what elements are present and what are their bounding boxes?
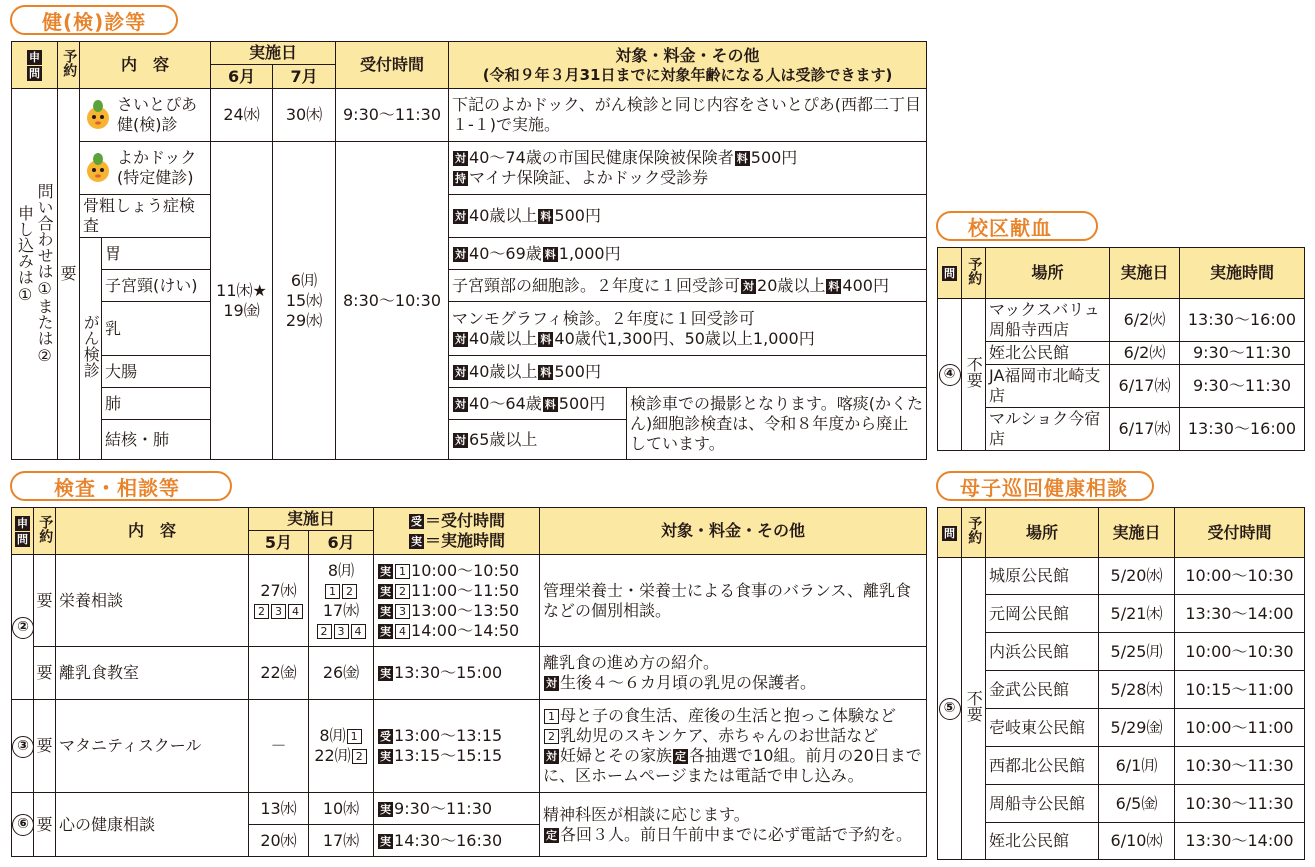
header-target: 対象・料金・その他 (540, 508, 927, 555)
session-boxes (312, 621, 370, 641)
header-content: 内 容 (80, 42, 211, 89)
session-number-box: 2 (342, 584, 357, 599)
session-number-box: 3 (271, 604, 286, 619)
target-icon: 対 (455, 247, 467, 261)
header-june: 6月 (211, 65, 273, 89)
common-july-cell: 6㈪ 15㈬ 29㈬ (273, 142, 336, 460)
contact-number: ③ (12, 736, 34, 758)
inquiry-cell: 申し込みは① 問い合わせは①または② (12, 89, 58, 460)
session-boxes (252, 601, 305, 621)
session-number-box: 2 (317, 624, 332, 639)
header-date: 実施日 (211, 42, 336, 65)
kenshin-table: 申 問 予約 内 容 実施日 受付時間 対象・料金・その他 (令和９年３月31日までに対象年齢になる人は受診できます) 6月 7月 申し込みは① 問い合わせは①または② 要 さいとぴあ 健(検)診 24㈬ 30㈭ 9:30～11:30 下記のよかドック、がん検診と同じ内容をさいとぴあ(西都二丁目１-１)で実施。 よかドック (特定健診) 11㈭★ 19㈮ 6㈪ 15㈬ 29㈬ 8:30～10:30 対 40～74歳の市国民健康保険被保険者 料 500円 持 マイナ保険証、よかドック受診券 骨粗しょう症検査 対 40歳以上 料 500円 がん検診 胃 対 40～69歳 料 1,000円 子宮頸(けい) 子宮頸部の細胞診。２年度に１回受診可 対 20歳以上 料 400円 乳 マンモグラフィ検診。２年度に１回受診可 対 40歳以上 料 40歳代1,300円、50歳以上1,000円 大腸 対 40歳以上 料 500円 肺 対 40～64歳 料 500円 検診車での撮影となります。喀痰(かくたん)細胞診検査は、令和８年度から廃止しています。 結核・肺 対 65歳以上 (11, 41, 927, 460)
session-number-box: 1 (325, 584, 340, 599)
section-title-kenshin: 健(検)診等 (10, 5, 178, 35)
contact-number: ② (12, 617, 34, 639)
header-date: 実施日 (249, 508, 374, 531)
fee-icon: 料 (540, 365, 552, 379)
header-apply-inquiry: 申 問 (12, 42, 58, 89)
section-title-kensa: 検査・相談等 (10, 471, 232, 501)
cancer-group-cell: がん検診 (80, 238, 102, 460)
mascot-icon (83, 151, 113, 185)
target-icon: 対 (455, 433, 467, 447)
fee-icon: 料 (544, 247, 556, 261)
fee-icon: 料 (540, 210, 552, 223)
header-time: 受付時間 (336, 42, 449, 89)
target-icon: 対 (455, 210, 467, 223)
session-number-box: 3 (334, 624, 349, 639)
boshi-table: 問 予約 場所 実施日 受付時間 ⑤ 不要 城原公民館 5/20㈬ 10:00～10:30 元岡公民館 5/21㈭ 13:30～14:00 内浜公民館 5/25㈪ 10:00～10:30 金武公民館 5/28㈭ 10:15～11:00 壱岐東公民館 5/29㈮ 10:00～11:00 西都北公民館 6/1㈪ 10:30～11:30 周船寺公民館 6/5㈮ 10:30～11:30 姪北公民館 6/10㈬ 13:30～14:00 (937, 507, 1305, 860)
target-icon: 対 (455, 397, 467, 411)
kenketsu-table: 問 予約 場所 実施日 実施時間 ④ 不要 マックスバリュ周船寺西店 6/2㈫ 13:30～16:00 姪北公民館 6/2㈫ 9:30～11:30 JA福岡市北崎支店 6/17㈬ 9:30～11:30 マルショク今宿店 6/17㈬ 13:30～16:00 (937, 247, 1305, 451)
saitopia-name-cell: さいとぴあ 健(検)診 (80, 89, 211, 142)
target-icon: 対 (455, 365, 467, 379)
header-july: 7月 (273, 65, 336, 89)
common-time-cell: 8:30～10:30 (336, 142, 449, 460)
fee-icon: 料 (828, 279, 840, 293)
common-june-cell: 11㈭★ 19㈮ (211, 142, 273, 460)
header-reserve: 予約 (34, 508, 56, 555)
header-june: 6月 (309, 531, 374, 555)
reserve-cell: 要 (58, 89, 80, 460)
session-number-box: 4 (288, 604, 303, 619)
header-may: 5月 (249, 531, 309, 555)
target-icon: 対 (743, 279, 755, 293)
yoka-note-cell: 対 40～74歳の市国民健康保険被保険者 料 500円 持 マイナ保険証、よかドック受診券 (449, 142, 927, 195)
header-time: 受 ＝受付時間 実 ＝実施時間 (374, 508, 540, 555)
header-apply-inquiry: 申 問 (12, 508, 34, 555)
fee-icon: 料 (736, 152, 748, 165)
yoka-name-cell: よかドック (特定健診) (80, 142, 211, 195)
capacity-icon: 定 (675, 750, 687, 763)
target-icon: 対 (546, 750, 558, 763)
target-icon: 対 (546, 677, 558, 690)
contact-number: ⑥ (12, 814, 34, 836)
kensa-table: 申 問 予約 内 容 実施日 受 ＝受付時間 実 ＝実施時間 対象・料金・その他 5月 6月 ② 要 栄養相談 27㈬ 2 3 4 8㈪ 1 2 17㈬ 2 3 4 実 1 10:00～10:50 実 2 11:00～11:50 実 3 13:00～13:50 実 4 14:00～14:50 管理栄養士・栄養士による食事のバランス、離乳食などの個別相談。 要 離乳食教室 22㈮ 26㈮ 実 13:30～15:00 離乳食の進め方の紹介。 対 生後４～６カ月頃の乳児の保護者。 ③ 要 マタニティスクール － 8㈪ 1 22㈪ 2 受 13:00～13:15 実 13:15～15:15 1 母と子の食生活、産後の生活と抱っこ体験など 2 乳幼児のスキンケア、赤ちゃんのお世話など 対 妊婦とその家族 定 各抽選で10組。前月の20日までに、区ホームページまたは電話で申し込み。 ⑥ 要 心の健康相談 13㈬ 10㈬ 実 9:30～11:30 精神科医が相談に応じます。 定 各回３人。前日午前中までに必ず電話で予約を。 20㈬ 17㈬ 実 14:30～16:30 (11, 507, 927, 857)
target-icon: 対 (455, 332, 467, 346)
header-content: 内 容 (56, 508, 249, 555)
header-target: 対象・料金・その他 (令和９年３月31日までに対象年齢になる人は受診できます) (449, 42, 927, 89)
section-title-boshi: 母子巡回健康相談 (936, 471, 1154, 501)
bring-icon: 持 (455, 172, 467, 185)
fee-icon: 料 (540, 332, 552, 346)
section-title-kenketsu: 校区献血 (936, 211, 1098, 241)
capacity-icon: 定 (546, 828, 558, 842)
session-boxes (312, 581, 370, 601)
contact-number: ⑤ (939, 698, 961, 720)
session-number-box: 2 (254, 604, 269, 619)
mascot-icon (83, 98, 113, 132)
target-icon: 対 (455, 152, 467, 165)
fee-icon: 料 (544, 397, 556, 411)
session-number-box: 4 (351, 624, 366, 639)
header-reserve: 予約 (58, 42, 80, 89)
contact-number: ④ (939, 364, 961, 386)
